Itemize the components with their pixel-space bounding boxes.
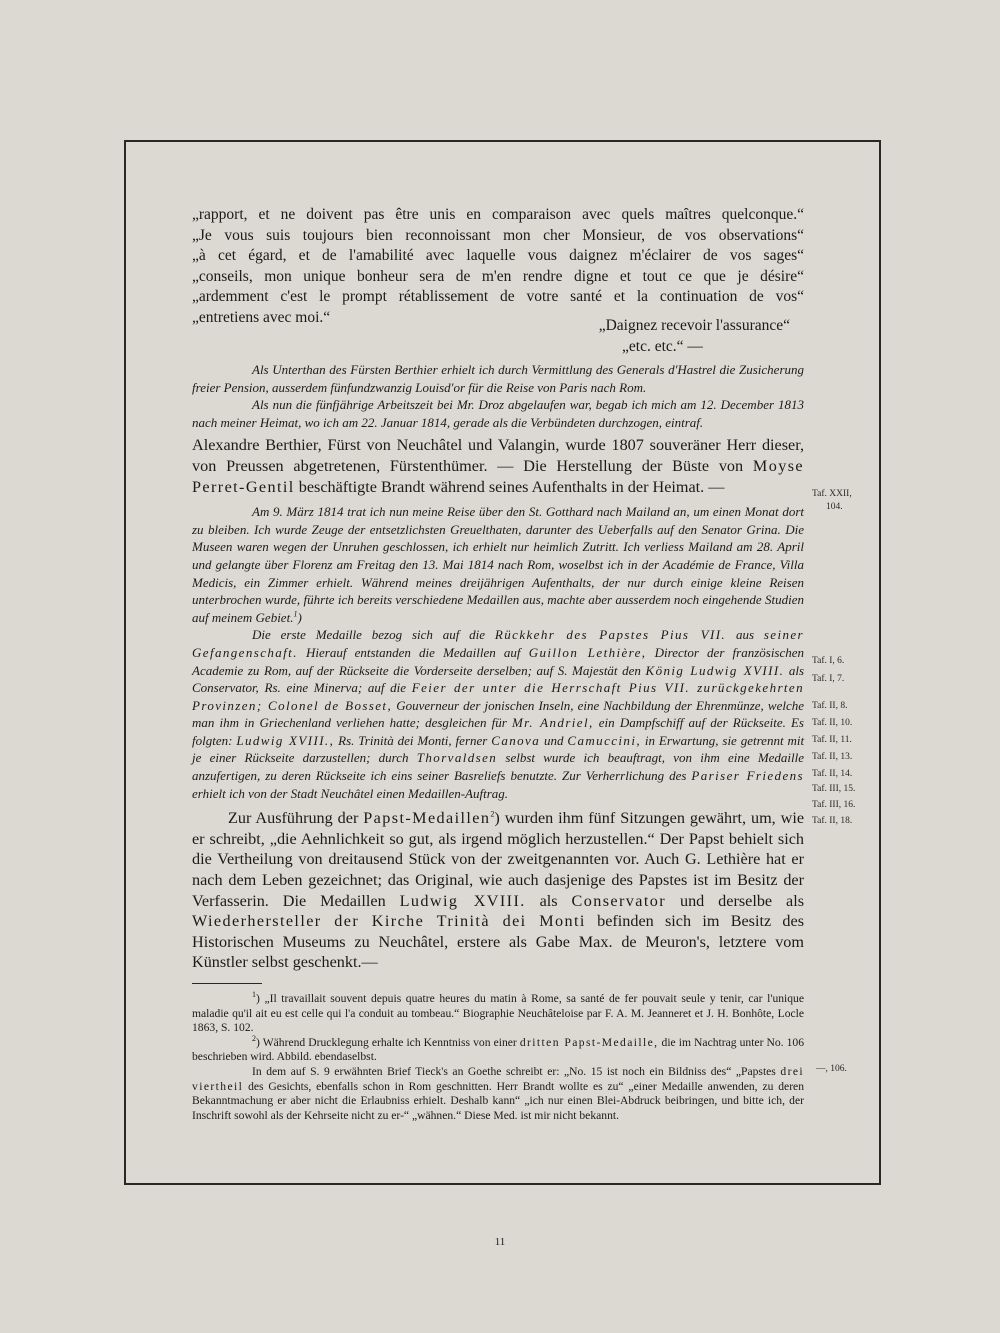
quote-paragraph: Als nun die fünfjährige Arbeitszeit bei Mr. Droz abgelaufen war, begab ich mich am 12. December 1813 nach meiner Heimat, wo ich am 22. Januar 1814, gerade als die Verbündeten durchzogen, eintraf. xyxy=(192,397,804,430)
quote-text: und xyxy=(544,732,564,748)
margin-note: Taf. II, 8. xyxy=(812,701,848,711)
footnote-text: des Gesichts, ebenfalls schon in Rom geschnitten. Herr Brandt wollte es zu“ „einer Medaille anwenden, zu deren Bekanntmachung er aber nicht die Erlaubniss erhielt. Deshalb kann“ „ich nur einen Blei-Abdruck beibringen, und bitte ich, der Inschrift sowohl als der Kehrseite nicht zu er-“ „wähnen.“ Diese Med. ist mir nicht bekannt. xyxy=(192,1079,804,1122)
body-text: befinden sich im Besitz des Historischen Museums zu Neuchâtel, erstere als Gabe Max. de Meuron's, letztere vom Künstler selbst geschenkt.— xyxy=(192,912,805,972)
spaced-text: Feier der unter die Herrschaft Pius VII. zurückgekehrten Provinzen; Colonel de Bosset, xyxy=(192,680,805,713)
margin-note: —, 106. xyxy=(816,1064,847,1074)
spaced-text: Guillon Lethière, xyxy=(528,644,647,660)
letter-line: „ardemment c'est le prompt rétablissement de votre santé et la continuation de vos“ xyxy=(192,288,804,305)
spaced-text: Ludwig XVIII., xyxy=(236,732,335,748)
footnote-divider xyxy=(192,983,262,984)
quote-text: in Erwartung, sie getrennt mit je einer Rückseite darzustellen; durch xyxy=(192,732,805,766)
body-text: und derselbe als xyxy=(679,891,805,910)
spaced-text: Camuccini, xyxy=(567,732,641,748)
spaced-text: dritten Papst-Medaille, xyxy=(519,1035,659,1049)
body-text: beschäftigte Brandt während seines Aufenthalts in der Heimat. — xyxy=(298,477,725,496)
quote-block-1 xyxy=(192,361,804,431)
margin-note: Taf. II, 18. xyxy=(812,816,853,826)
quote-text: aus xyxy=(735,627,754,643)
margin-note: Taf. II, 11. xyxy=(812,735,852,745)
margin-note: Taf. II, 10. xyxy=(812,718,853,728)
spaced-text: Papst-Medaillen xyxy=(363,809,491,828)
spaced-text: Mr. Andriel, xyxy=(511,715,594,731)
quote-paragraph: Als Unterthan des Fürsten Berthier erhielt ich durch Vermittlung des Generals d'Hastrel die Zusicherung freier Pension, ausserdem fünfundzwanzig Louisd'or für die Reise von Paris nach Rom. xyxy=(192,362,804,395)
quote-text: Director der französischen Academie zu Rom, auf der Rückseite die Vorderseite derselben; auf S. Majestät den xyxy=(192,644,805,678)
margin-note: Taf. II, 13. xyxy=(812,752,853,762)
quote-text: selbst wurde ich beauftragt, von ihm eine Medaille anzufertigen, zu deren Rückseite ich eins seiner Basreliefs benutzte. Zur Verherrlichung des xyxy=(192,750,805,784)
margin-note: 104. xyxy=(826,502,843,512)
quote-text: Am 9. März 1814 trat ich nun meine Reise über den St. Gotthard nach Mailand an, um einen Monat dort zu bleiben. Ich wurde Zeuge der entsetzlichsten Greuelthaten, darunter des Ueberfalls auf den Senator Grina. Die Museen waren wegen der Unruhen geschlossen, ich erhielt nur heimlich Zutritt. Ich verliess Mailand am 28. April und gelangte über Florenz am Freitag den 13. Mai 1814 nach Rom, woselbst ich in der Académie de France, Villa Medicis, ein Zimmer erhielt. Während meines dreijährigen Aufenthalts, der nur durch einige kleine Reisen unterbrochen wurde, führte ich bereits verschiedene Medaillen aus, machte aber ausserdem noch eingehende Studien auf meinem Gebiet. xyxy=(192,504,804,625)
spaced-text: drei viertheil xyxy=(192,1064,805,1093)
margin-note: Taf. III, 15. xyxy=(812,784,856,794)
body-text: Alexandre Berthier, Fürst von Neuchâtel und Valangin, wurde 1807 souveräner Herr dieser, von Preussen abgetretenen, Fürstenthümer. — Die Herstellung der Büste von xyxy=(192,436,804,475)
letter-line: „entretiens avec moi.“ xyxy=(192,308,331,326)
margin-note: Taf. I, 7. xyxy=(812,674,845,684)
spaced-text: Conservator xyxy=(571,891,667,910)
footnote-mark: 1 xyxy=(252,990,256,1000)
body-text: ) wurden ihm fünf Sitzungen gewährt, um, wie er schreibt, „die Aehnlichkeit so gut, als irgend möglich herzustellen.“ Der Papst behielt sich die Vertheilung von dreitausend Stück von der zweitgenannten vor. Auch G. Lethière hat er nach dem Leben gezeichnet; das Original, wie auch dasjenige des Papstes ist im Besitz der Verfasserin. Die Medaillen xyxy=(192,809,805,910)
body-text: als xyxy=(539,891,558,910)
spaced-text: seiner Gefangenschaft. xyxy=(192,627,805,660)
spaced-text: Rückkehr des Papstes Pius VII. xyxy=(494,627,727,643)
spaced-text: König Ludwig XVIII. xyxy=(645,662,785,678)
margin-note: Taf. XXII, xyxy=(812,489,852,499)
body-text: Zur Ausführung der xyxy=(228,809,359,828)
footnote-ref: 1 xyxy=(293,609,298,619)
spaced-text: Ludwig XVIII. xyxy=(399,891,526,910)
spaced-name: Moyse Perret-Gentil xyxy=(192,456,804,496)
footnotes xyxy=(192,992,804,1123)
footnote-text: ) „Il travaillait souvent depuis quatre heures du matin à Rome, sa santé de fer pouvait seule y tenir, car l'unique maladie qu'il ait eu est celle qui l'a conduit au tombeau.“ Biographie Neuchâteloise par F. A. M. Jeanneret et J. H. Bonhôte, Locle 1863, S. 102. xyxy=(192,992,804,1035)
footnote xyxy=(192,992,804,1036)
margin-note: Taf. II, 14. xyxy=(812,769,853,779)
page-number: 11 xyxy=(494,1236,506,1248)
quote-text: als Conservator, Rs. eine Minerva; auf die xyxy=(192,662,805,696)
text-column xyxy=(192,205,804,1123)
footnote xyxy=(192,1033,805,1065)
margin-note: Taf. I, 6. xyxy=(812,656,845,666)
letter-line: „rapport, et ne doivent pas être unis en comparaison avec quels maîtres quelconque.“ xyxy=(192,206,804,223)
spaced-text: Canova xyxy=(491,732,541,748)
quote-text: erhielt ich von der Stadt Neuchâtel einen Medaillen-Auftrag. xyxy=(192,785,509,801)
footnote-text: die im Nachtrag unter No. 106 beschrieben wird. Abbild. ebendaselbst. xyxy=(192,1035,805,1064)
quote-text: Hierauf entstanden die Medaillen auf xyxy=(306,644,521,660)
letter-line: „Je vous suis toujours bien reconnoissant mon cher Monsieur, de vos observations“ xyxy=(192,226,804,244)
footnote-mark: 2 xyxy=(252,1033,256,1043)
quote-text: Gouverneur der jonischen Inseln, eine Nachbildung der Ehrenmünze, welche man ihm in Griechenland verliehen hatte; desgleichen für xyxy=(192,697,804,731)
body-paragraph-1 xyxy=(192,435,804,497)
letter-line: „à cet égard, et de l'amabilité avec laquelle vous daignez m'éclairer de vos sages“ xyxy=(192,247,804,264)
spaced-text: Wiederhersteller der Kirche Trinità dei Monti xyxy=(192,912,586,931)
quote-text: ein Dampfschiff auf der Rückseite. Es folgten: xyxy=(192,715,804,748)
letter-line: „conseils, mon unique bonheur sera de m'en rendre digne et tout ce que je désire“ xyxy=(192,267,804,285)
margin-note: Taf. III, 16. xyxy=(812,800,856,810)
letter-closing: „Daignez recevoir l'assurance“ xyxy=(598,317,790,334)
quote-text: Die erste Medaille bezog sich auf die xyxy=(252,627,486,643)
footnote-ref: 2 xyxy=(490,809,495,819)
letter-block xyxy=(192,205,804,357)
quote-text: Rs. Trinità dei Monti, ferner xyxy=(338,732,488,748)
quote-block-2: Am 9. März 1814 trat ich nun meine Reise über den St. Gotthard nach Mailand an, um einen Monat dort zu bleiben. Ich wurde Zeuge der entsetzlichsten Greuelthaten, darunter des Ueberfalls auf den Senator Grina. Die Museen waren wegen der Unruhen geschlossen, ich erhielt nur heimlich Zutritt. Ich verliess Mailand am 28. April und gelangte über Florenz am Freitag den 13. Mai 1814 nach Rom, woselbst ich in der Académie de France, Villa Medicis, ein Zimmer erhielt. Während meines dreijährigen Aufenthalts, der nur durch einige kleine Reisen unterbrochen wurde, führte ich bereits verschiedene Medaillen aus, machte aber ausserdem noch eingehende Studien auf meinem Gebiet.$^1$) Die erste Medaille bezog sich auf die Rückkehr des Papstes Pius VII. aus seiner Gefangenschaft. Hierauf entstanden die Medaillen auf Guillon Lethière, Director der französischen Academie zu Rom, auf der Rückseite die Vorderseite derselben; auf S. Majestät den König Ludwig XVIII. als Conservator, Rs. eine Minerva; auf die Feier der unter die Herrschaft Pius VII. zurückgekehrten Provinzen; Colonel de Bosset, Gouverneur der jonischen Inseln, eine Nachbildung der Ehrenmünze, welche man ihm in Griechenland verliehen hatte; desgleichen für Mr. Andriel, ein Dampfschiff auf der Rückseite. Es folgten: Ludwig XVIII., Rs. Trinità dei Monti, ferner Canova und Camuccini, in Erwartung, sie getrennt mit je einer Rückseite darzustellen; durch Thorvaldsen selbst wurde ich beauftragt, von ihm eine Medaille anzufertigen, zu deren Rückseite ich eins seiner Basreliefs benutzte. Zur Verherrlichung des Pariser Friedens erhielt ich von der Stadt Neuchâtel einen Medaillen-Auftrag. xyxy=(192,504,805,801)
footnote-text: In dem auf S. 9 erwähnten Brief Tieck's an Goethe schreibt er: „No. 15 ist noch ein Bildniss des“ „Papstes xyxy=(252,1064,776,1078)
letter-etc: „etc. etc.“ — xyxy=(622,337,703,355)
spaced-text: Pariser Friedens xyxy=(691,768,804,784)
spaced-text: Thorvaldsen xyxy=(416,750,498,766)
body-paragraph-2 xyxy=(192,808,804,973)
footnote-text: ) Während Drucklegung erhalte ich Kenntniss von einer xyxy=(256,1035,517,1049)
footnote xyxy=(192,1065,804,1123)
